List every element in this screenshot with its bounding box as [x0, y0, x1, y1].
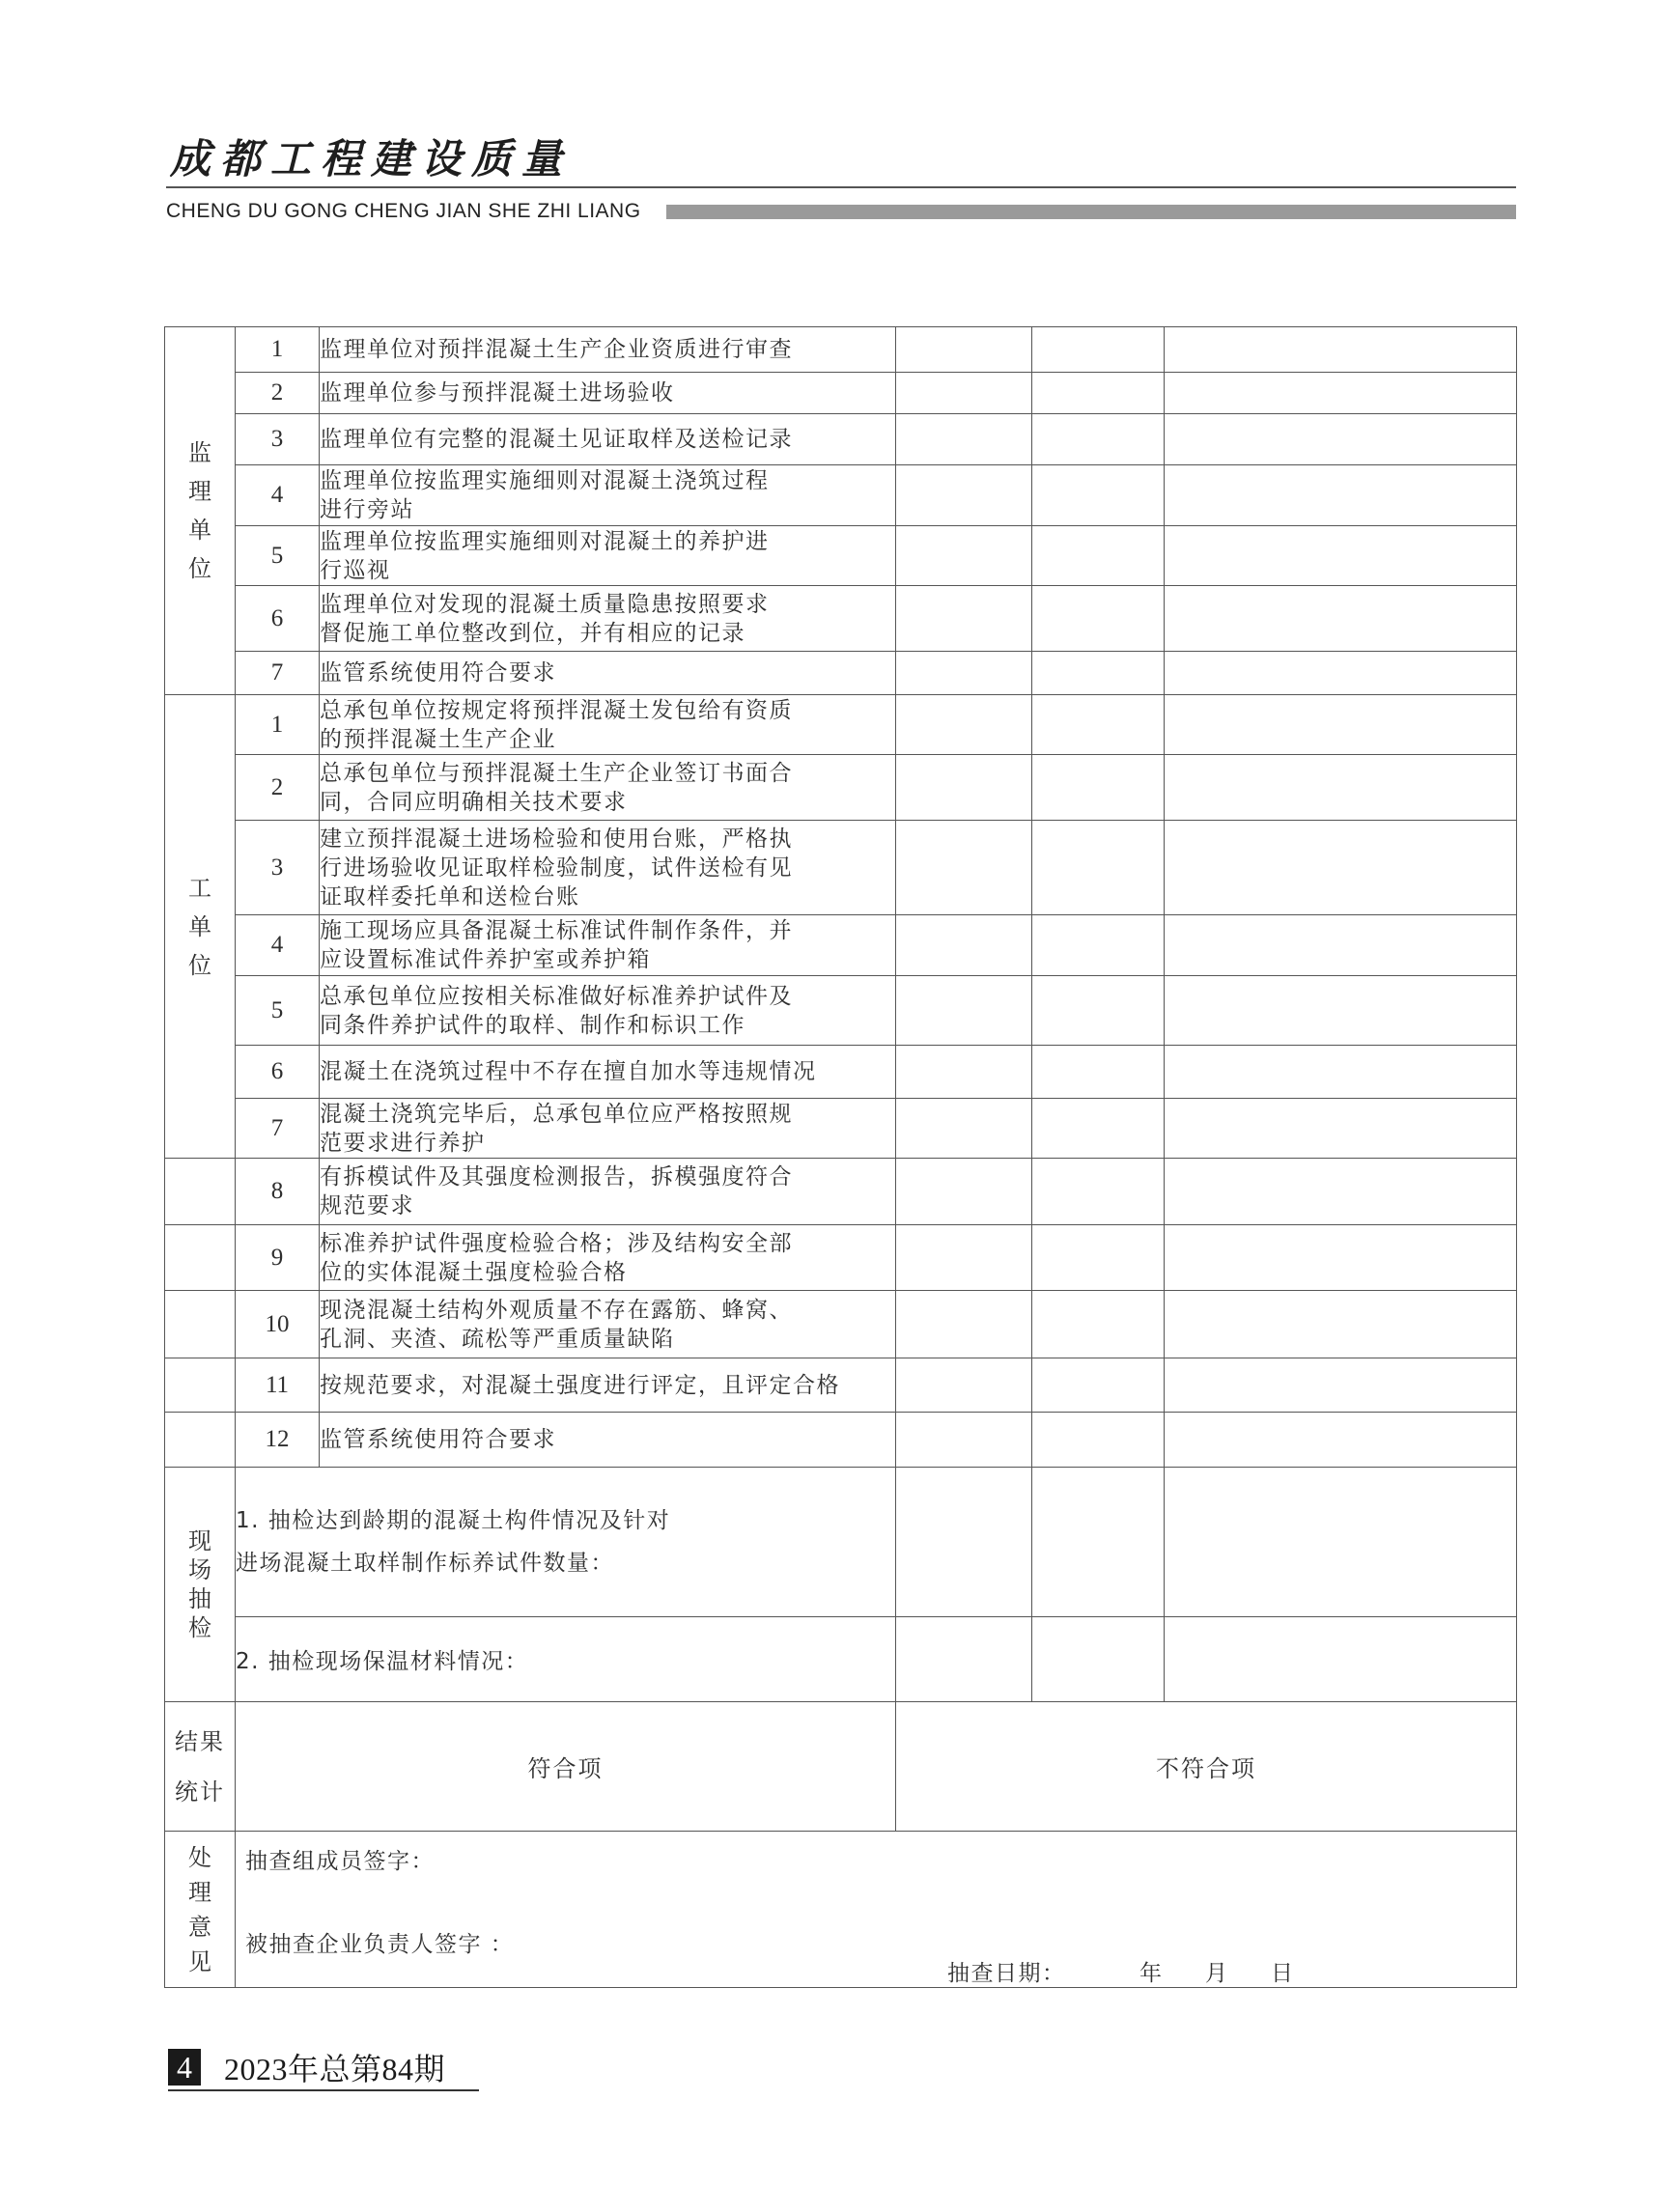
- blank-cell: [1165, 1413, 1517, 1468]
- item-text: [320, 1358, 896, 1413]
- item-text: [320, 821, 896, 915]
- spot-check-item-1: [236, 1468, 896, 1617]
- nonconforming-items: 不符合项: [896, 1702, 1517, 1832]
- item-text: [320, 1225, 896, 1291]
- blank-cell: [1032, 1617, 1165, 1702]
- masthead-subtitle: CHENG DU GONG CHENG JIAN SHE ZHI LIANG: [166, 200, 641, 222]
- table-row: [165, 1358, 1517, 1413]
- text-line: 位的实体混凝土强度检验合格: [320, 1259, 628, 1285]
- blank-cell: [896, 373, 1032, 414]
- blank-cell: [1165, 915, 1517, 976]
- text-line: 监理单位对预拌混凝土生产企业资质进行审查: [320, 337, 793, 362]
- blank-cell: [1032, 327, 1165, 373]
- text-line: 同，合同应明确相关技术要求: [320, 789, 628, 815]
- table-row: [165, 465, 1517, 526]
- table-row: [165, 1617, 1517, 1702]
- text-line: 范要求进行养护: [320, 1130, 486, 1156]
- text-line: 见: [188, 1947, 211, 1975]
- group-label-empty: [165, 1413, 236, 1468]
- blank-cell: [1032, 526, 1165, 586]
- opinion-cell: [236, 1832, 1517, 1988]
- table-row: [165, 652, 1517, 695]
- group-label-empty: [165, 1159, 236, 1225]
- text-line: 施工现场应具备混凝土标准试件制作条件，并: [320, 918, 793, 943]
- blank-cell: [896, 414, 1032, 465]
- text-line: 混凝土在浇筑过程中不存在擅自加水等违规情况: [320, 1059, 817, 1084]
- enterprise-signature-label: 被抽查企业负责人签字 ：: [245, 1932, 515, 1957]
- blank-cell: [1165, 695, 1517, 755]
- group-label-empty: [165, 1291, 236, 1358]
- text-line: 统计: [175, 1778, 225, 1806]
- text-line: 处: [188, 1843, 211, 1871]
- blank-cell: [1165, 373, 1517, 414]
- table-row: [165, 1159, 1517, 1225]
- text-line: 位: [188, 555, 211, 582]
- inspection-date-label: 抽查日期：: [947, 1961, 1066, 1986]
- text-line: 标准养护试件强度检验合格；涉及结构安全部: [320, 1230, 793, 1256]
- text-line: 进行旁站: [320, 497, 414, 522]
- blank-cell: [896, 1046, 1032, 1099]
- blank-cell: [896, 327, 1032, 373]
- text-line: 行巡视: [320, 557, 391, 583]
- text-line: 混凝土浇筑完毕后，总承包单位应严格按照规: [320, 1101, 793, 1127]
- blank-cell: [896, 1468, 1032, 1617]
- blank-cell: [896, 1617, 1032, 1702]
- blank-cell: [1165, 586, 1517, 652]
- text-line: 监管系统使用符合要求: [320, 1427, 556, 1452]
- text-line: 单: [188, 912, 211, 940]
- text-line: 监理单位按监理实施细则对混凝土的养护进: [320, 528, 770, 554]
- text-line: 有拆模试件及其强度检测报告，拆模强度符合: [320, 1164, 793, 1190]
- blank-cell: [1032, 1358, 1165, 1413]
- item-number: 1: [236, 327, 320, 373]
- masthead-rule: [166, 186, 1516, 188]
- blank-cell: [896, 821, 1032, 915]
- date-year: 年: [1139, 1961, 1164, 1986]
- table-row: [165, 821, 1517, 915]
- text-line: 位: [188, 951, 211, 979]
- blank-cell: [896, 1413, 1032, 1468]
- table-row: [165, 915, 1517, 976]
- table-row: [165, 1225, 1517, 1291]
- blank-cell: [1032, 1225, 1165, 1291]
- item-text: [320, 695, 896, 755]
- text-line: 监管系统使用符合要求: [320, 660, 556, 686]
- blank-cell: [1165, 821, 1517, 915]
- results-label: [165, 1702, 236, 1832]
- blank-cell: [1032, 373, 1165, 414]
- text-line: 规范要求: [320, 1193, 414, 1218]
- table-row: [165, 755, 1517, 821]
- text-line: 监: [188, 439, 211, 466]
- checklist-table: [164, 326, 1517, 1988]
- table-row: [165, 1046, 1517, 1099]
- text-line: 检: [188, 1614, 211, 1641]
- item-text: [320, 915, 896, 976]
- blank-cell: [1032, 1291, 1165, 1358]
- date-month: 月: [1205, 1961, 1229, 1986]
- blank-cell: [896, 976, 1032, 1046]
- item-text: [320, 1159, 896, 1225]
- blank-cell: [896, 1225, 1032, 1291]
- table-row: [165, 1702, 1517, 1832]
- blank-cell: [896, 915, 1032, 976]
- blank-cell: [1032, 586, 1165, 652]
- text-line: 现浇混凝土结构外观质量不存在露筋、蜂窝、: [320, 1297, 793, 1323]
- masthead-title: 成都工程建设质量: [170, 135, 573, 182]
- item-number: 4: [236, 465, 320, 526]
- text-line: 监理单位有完整的混凝土见证取样及送检记录: [320, 427, 793, 452]
- item-text: [320, 586, 896, 652]
- blank-cell: [1165, 1099, 1517, 1159]
- conforming-items: 符合项: [236, 1702, 896, 1832]
- text-line: 应设置标准试件养护室或养护箱: [320, 947, 651, 972]
- group-label-empty: [165, 1225, 236, 1291]
- item-number: 6: [236, 1046, 320, 1099]
- item-number: 7: [236, 1099, 320, 1159]
- text-line: 同条件养护试件的取样、制作和标识工作: [320, 1012, 745, 1038]
- item-number: 12: [236, 1413, 320, 1468]
- item-number: 7: [236, 652, 320, 695]
- text-line: 场: [188, 1556, 211, 1583]
- item-number: 6: [236, 586, 320, 652]
- table-row: [165, 1832, 1517, 1988]
- blank-cell: [896, 695, 1032, 755]
- item-text: [320, 1413, 896, 1468]
- blank-cell: [896, 1291, 1032, 1358]
- blank-cell: [1165, 976, 1517, 1046]
- blank-cell: [1165, 1291, 1517, 1358]
- item-text: [320, 526, 896, 586]
- table-row: [165, 695, 1517, 755]
- text-line: 行进场验收见证取样检验制度，试件送检有见: [320, 854, 793, 881]
- blank-cell: [896, 1099, 1032, 1159]
- blank-cell: [1032, 1099, 1165, 1159]
- blank-cell: [1032, 1159, 1165, 1225]
- item-text: [320, 1291, 896, 1358]
- table-row: [165, 414, 1517, 465]
- page-number: 4: [168, 2049, 201, 2086]
- item-text: [320, 652, 896, 695]
- group-label-empty: [165, 1358, 236, 1413]
- table-row: [165, 1099, 1517, 1159]
- item-number: 2: [236, 755, 320, 821]
- group-label: [165, 1832, 236, 1988]
- item-number: 10: [236, 1291, 320, 1358]
- item-number: 4: [236, 915, 320, 976]
- blank-cell: [1165, 526, 1517, 586]
- table-row: [165, 526, 1517, 586]
- text-line: 按规范要求，对混凝土强度进行评定，且评定合格: [320, 1372, 840, 1398]
- item-text: [320, 465, 896, 526]
- blank-cell: [1032, 755, 1165, 821]
- blank-cell: [1165, 1358, 1517, 1413]
- text-line: 建立预拌混凝土进场检验和使用台账，严格执: [320, 826, 793, 852]
- text-line: 督促施工单位整改到位，并有相应的记录: [320, 620, 745, 646]
- blank-cell: [1165, 1225, 1517, 1291]
- item-text: [320, 414, 896, 465]
- item-number: 1: [236, 695, 320, 755]
- text-line: 1. 抽检达到龄期的混凝土构件情况及针对: [236, 1508, 671, 1533]
- group-label: [165, 1468, 236, 1702]
- blank-cell: [1165, 465, 1517, 526]
- blank-cell: [1032, 1046, 1165, 1099]
- table-row: [165, 976, 1517, 1046]
- item-number: 8: [236, 1159, 320, 1225]
- text-line: 总承包单位按规定将预拌混凝土发包给有资质: [320, 697, 793, 723]
- spot-check-item-2: 2. 抽检现场保温材料情况：: [236, 1617, 896, 1702]
- date-day: 日: [1271, 1961, 1295, 1986]
- text-line: 总承包单位应按相关标准做好标准养护试件及: [320, 983, 793, 1009]
- blank-cell: [1032, 652, 1165, 695]
- text-line: 现: [188, 1527, 211, 1554]
- inspector-signature-label: 抽查组成员签字：: [245, 1849, 435, 1874]
- group-label: [165, 327, 236, 695]
- table-row: [165, 1413, 1517, 1468]
- text-line: 监理单位对发现的混凝土质量隐患按照要求: [320, 591, 770, 617]
- blank-cell: [896, 1159, 1032, 1225]
- table-row: [165, 373, 1517, 414]
- blank-cell: [1165, 1046, 1517, 1099]
- item-number: 11: [236, 1358, 320, 1413]
- blank-cell: [1032, 414, 1165, 465]
- blank-cell: [896, 526, 1032, 586]
- blank-cell: [1032, 915, 1165, 976]
- text-line: 抽: [188, 1585, 211, 1612]
- item-text: [320, 755, 896, 821]
- item-number: 5: [236, 526, 320, 586]
- blank-cell: [1032, 1413, 1165, 1468]
- blank-cell: [1165, 652, 1517, 695]
- masthead-bar: [666, 205, 1516, 219]
- text-line: 理: [188, 478, 211, 505]
- item-number: 3: [236, 821, 320, 915]
- blank-cell: [1165, 1159, 1517, 1225]
- item-text: [320, 373, 896, 414]
- blank-cell: [1032, 821, 1165, 915]
- text-line: 结果: [175, 1727, 225, 1755]
- blank-cell: [1165, 414, 1517, 465]
- text-line: 进场混凝土取样制作标养试件数量：: [236, 1551, 614, 1576]
- text-line: 监理单位参与预拌混凝土进场验收: [320, 380, 675, 406]
- table-row: [165, 327, 1517, 373]
- issue-label: 2023年总第84期: [224, 2052, 446, 2086]
- group-label: [165, 695, 236, 1159]
- text-line: 总承包单位与预拌混凝土生产企业签订书面合: [320, 760, 793, 786]
- table-row: [165, 586, 1517, 652]
- blank-cell: [1165, 327, 1517, 373]
- blank-cell: [896, 586, 1032, 652]
- blank-cell: [1032, 1468, 1165, 1617]
- footer-rule: [168, 2089, 479, 2091]
- blank-cell: [1165, 1617, 1517, 1702]
- blank-cell: [896, 1358, 1032, 1413]
- text-line: 单: [188, 517, 211, 544]
- text-line: 的预拌混凝土生产企业: [320, 726, 556, 752]
- text-line: 证取样委托单和送检台账: [320, 883, 580, 910]
- text-line: 理: [188, 1878, 211, 1906]
- item-text: [320, 1046, 896, 1099]
- item-text: [320, 976, 896, 1046]
- table-row: [165, 1291, 1517, 1358]
- item-text: [320, 1099, 896, 1159]
- blank-cell: [1032, 465, 1165, 526]
- item-text: [320, 327, 896, 373]
- blank-cell: [896, 652, 1032, 695]
- text-line: 意: [188, 1913, 211, 1941]
- item-number: 2: [236, 373, 320, 414]
- blank-cell: [896, 755, 1032, 821]
- item-number: 9: [236, 1225, 320, 1291]
- blank-cell: [1032, 695, 1165, 755]
- blank-cell: [1032, 976, 1165, 1046]
- item-number: 3: [236, 414, 320, 465]
- text-line: 孔洞、夹渣、疏松等严重质量缺陷: [320, 1326, 675, 1352]
- blank-cell: [896, 465, 1032, 526]
- text-line: 工: [188, 874, 211, 902]
- item-number: 5: [236, 976, 320, 1046]
- text-line: 监理单位按监理实施细则对混凝土浇筑过程: [320, 468, 770, 493]
- blank-cell: [1165, 1468, 1517, 1617]
- table-row: [165, 1468, 1517, 1617]
- blank-cell: [1165, 755, 1517, 821]
